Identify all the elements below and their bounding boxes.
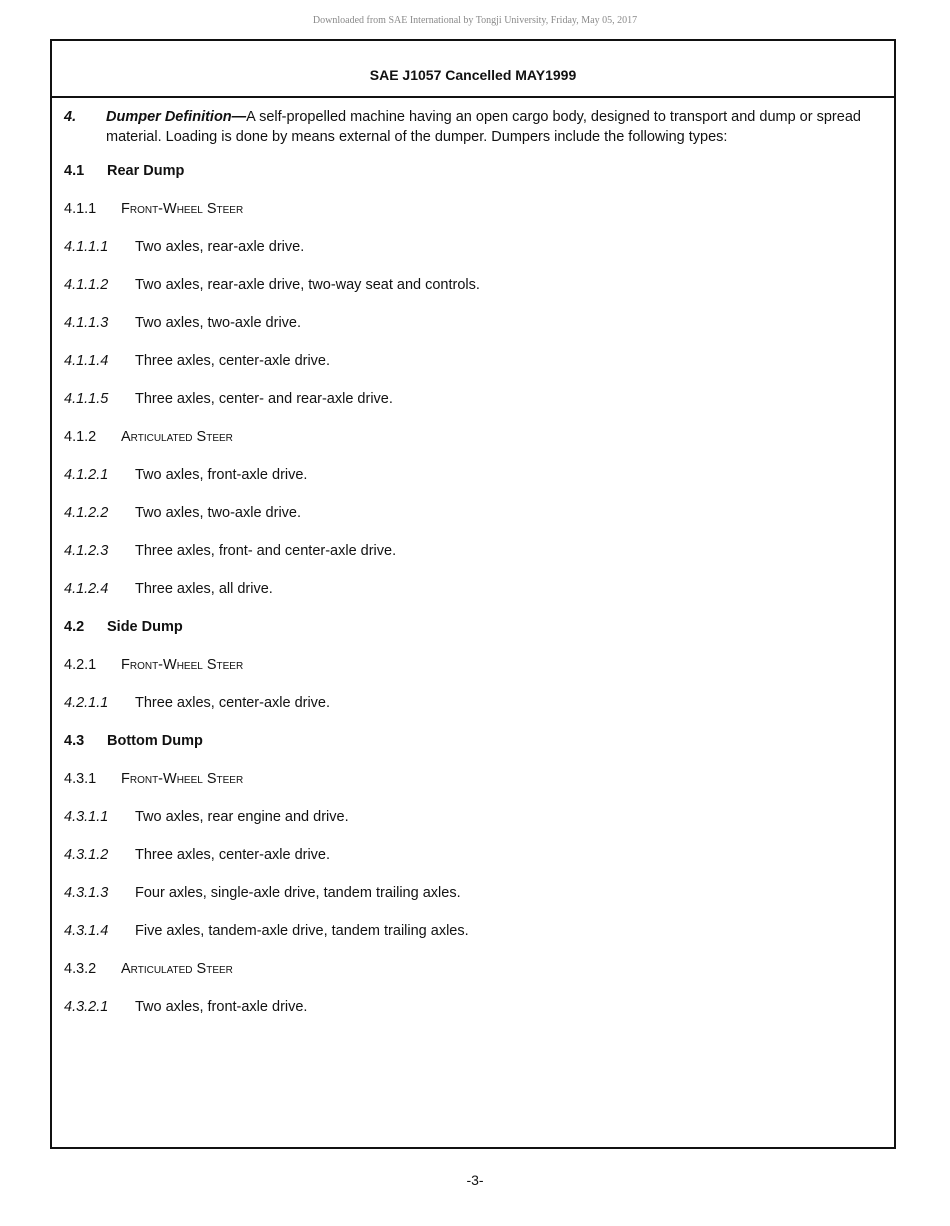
- item-number: 4.1.2.3: [64, 543, 109, 559]
- item-number: 4.1.1.3: [64, 315, 109, 331]
- item-label: Front-Wheel Steer: [121, 771, 244, 787]
- section-heading: [64, 619, 882, 657]
- item-number: 4.3.1.3: [64, 885, 109, 901]
- item-label: Two axles, rear-axle drive, two-way seat and controls.: [135, 277, 480, 293]
- list-item: [64, 847, 882, 885]
- item-number: 4.1.2.4: [64, 581, 109, 597]
- list-item: [64, 809, 882, 847]
- item-number: 4.3.2.1: [64, 999, 109, 1015]
- item-number: 4.3.1.1: [64, 809, 109, 825]
- list-item: [64, 695, 882, 733]
- page-number: -3-: [466, 1172, 484, 1188]
- item-label: Two axles, rear-axle drive.: [135, 239, 305, 255]
- item-label: Three axles, center- and rear-axle drive.: [135, 391, 393, 407]
- list-item: [64, 885, 882, 923]
- item-number: 4.1.1.1: [64, 239, 109, 255]
- item-number: 4.1: [64, 163, 85, 179]
- section-heading: [64, 733, 882, 771]
- item-label: Two axles, rear engine and drive.: [135, 809, 349, 825]
- list-item: [64, 239, 882, 277]
- item-label: Four axles, single-axle drive, tandem trailing axles.: [135, 885, 461, 901]
- definition-number: 4.: [64, 109, 77, 125]
- item-number: 4.3.1.2: [64, 847, 109, 863]
- list-item: [64, 505, 882, 543]
- definition-text: A self-propelled machine having an open cargo body, designed to transport and dump or spread material. Loading is done by means external of the dumper. Dumpers include the following types:: [106, 109, 861, 145]
- item-label: Front-Wheel Steer: [121, 657, 244, 673]
- item-label: Two axles, two-axle drive.: [135, 505, 302, 521]
- item-label: Three axles, front- and center-axle drive.: [135, 543, 397, 559]
- list-item: [64, 923, 882, 961]
- item-label: Two axles, two-axle drive.: [135, 315, 302, 331]
- definition-term: Dumper Definition—: [106, 109, 247, 125]
- list-item: [64, 353, 882, 391]
- item-label: Articulated Steer: [121, 961, 233, 977]
- item-number: 4.1.1.5: [64, 391, 109, 407]
- list-item: [64, 581, 882, 619]
- subsection-heading: [64, 771, 882, 809]
- list-item: [64, 467, 882, 505]
- item-number: 4.3.1.4: [64, 923, 109, 939]
- list-item: [64, 543, 882, 581]
- document-frame: [50, 39, 896, 1149]
- item-number: 4.1.2: [64, 429, 97, 445]
- item-label: Three axles, all drive.: [135, 581, 273, 597]
- item-number: 4.1.2.2: [64, 505, 109, 521]
- item-label: Bottom Dump: [107, 733, 203, 749]
- download-watermark: Downloaded from SAE International by Tongji University, Friday, May 05, 2017: [312, 15, 638, 26]
- subsection-heading: [64, 201, 882, 239]
- definition-text-block: [106, 107, 882, 147]
- item-number: 4.3.2: [64, 961, 97, 977]
- item-number: 4.1.1: [64, 201, 97, 217]
- item-number: 4.1.1.4: [64, 353, 109, 369]
- item-label: Three axles, center-axle drive.: [135, 353, 331, 369]
- item-label: Articulated Steer: [121, 429, 233, 445]
- item-number: 4.2: [64, 619, 85, 635]
- list-item: [64, 315, 882, 353]
- item-label: Two axles, front-axle drive.: [135, 467, 308, 483]
- item-label: Three axles, center-axle drive.: [135, 695, 331, 711]
- document-header: [52, 41, 894, 98]
- header-title: SAE J1057 Cancelled MAY1999: [369, 66, 577, 83]
- document-body: [52, 98, 894, 1037]
- item-number: 4.3.1: [64, 771, 97, 787]
- dumper-type-list: [64, 163, 882, 1037]
- subsection-heading: [64, 657, 882, 695]
- item-number: 4.1.2.1: [64, 467, 109, 483]
- item-number: 4.1.1.2: [64, 277, 109, 293]
- item-label: Side Dump: [107, 619, 183, 635]
- item-number: 4.3: [64, 733, 85, 749]
- item-label: Five axles, tandem-axle drive, tandem trailing axles.: [135, 923, 469, 939]
- item-number: 4.2.1.1: [64, 695, 109, 711]
- section-heading: [64, 163, 882, 201]
- list-item: [64, 277, 882, 315]
- item-number: 4.2.1: [64, 657, 97, 673]
- subsection-heading: [64, 961, 882, 999]
- subsection-heading: [64, 429, 882, 467]
- list-item: [64, 391, 882, 429]
- list-item: [64, 999, 882, 1037]
- item-label: Two axles, front-axle drive.: [135, 999, 308, 1015]
- item-label: Front-Wheel Steer: [121, 201, 244, 217]
- item-label: Rear Dump: [107, 163, 185, 179]
- item-label: Three axles, center-axle drive.: [135, 847, 331, 863]
- definition-paragraph: [64, 107, 882, 147]
